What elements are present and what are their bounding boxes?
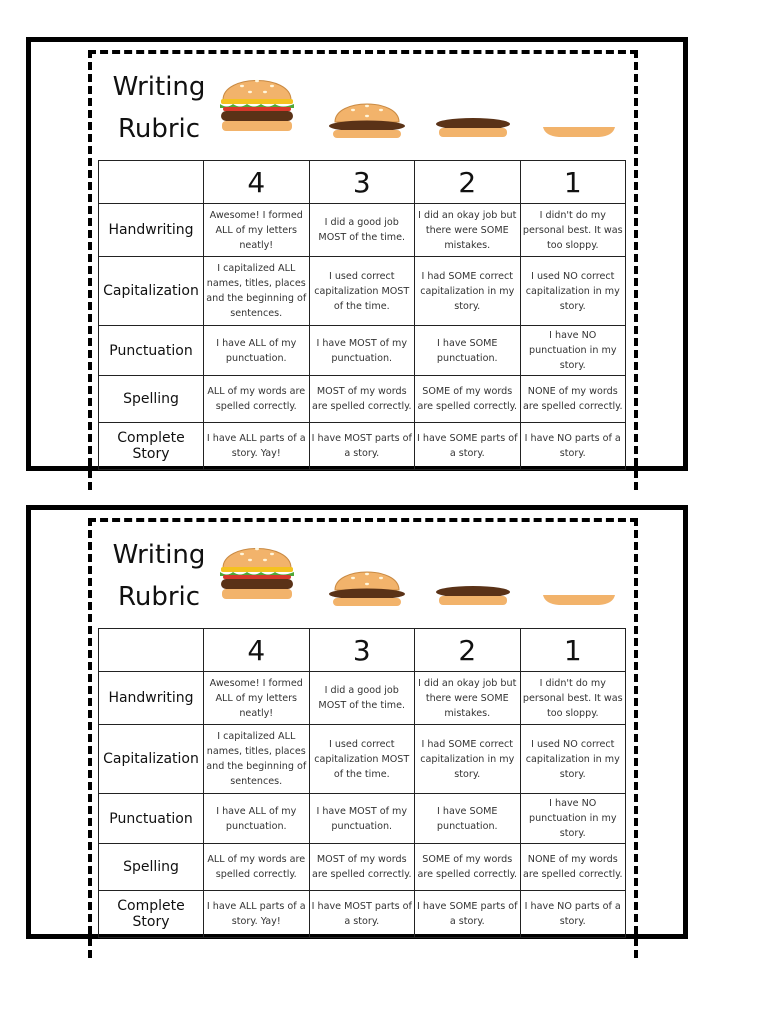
header-blank-cell [99, 629, 204, 672]
score-3-header: 3 [309, 161, 415, 204]
rubric-card-2 [26, 505, 688, 939]
rubric-cell: I used correct capitalization MOST of the time. [309, 725, 415, 794]
rubric-cell: SOME of my words are spelled correctly. [415, 844, 521, 891]
table-row [99, 204, 626, 257]
burger-patty-icon [433, 116, 513, 140]
rubric-cell: I used NO correct capitalization in my story. [520, 725, 626, 794]
criterion-label: Spelling [99, 844, 204, 891]
rubric-cell: I have NO parts of a story. [520, 423, 626, 470]
rubric-cell: MOST of my words are spelled correctly. [309, 376, 415, 423]
rubric-title [109, 66, 209, 150]
rubric-cell: I didn't do my personal best. It was too sloppy. [520, 204, 626, 257]
rubric-cell: I capitalized ALL names, titles, places and the beginning of sentences. [204, 725, 310, 794]
rubric-cell: Awesome! I formed ALL of my letters neatly! [204, 672, 310, 725]
rubric-table [98, 628, 626, 938]
rubric-table [98, 160, 626, 470]
rubric-cell: I used NO correct capitalization in my story. [520, 257, 626, 326]
rubric-cell: I used correct capitalization MOST of the time. [309, 257, 415, 326]
rubric-cell: I have ALL parts of a story. Yay! [204, 891, 310, 938]
rubric-cell: I had SOME correct capitalization in my story. [415, 725, 521, 794]
burger-bun-patty-icon [327, 96, 407, 140]
table-row [99, 844, 626, 891]
rubric-cell: I had SOME correct capitalization in my story. [415, 257, 521, 326]
criterion-label: Handwriting [99, 204, 204, 257]
score-4-header: 4 [204, 629, 310, 672]
burger-bottom-bun-icon [539, 124, 619, 140]
rubric-cell: I have SOME parts of a story. [415, 423, 521, 470]
rubric-cell: I have MOST parts of a story. [309, 423, 415, 470]
table-row [99, 725, 626, 794]
rubric-cell: I did a good job MOST of the time. [309, 672, 415, 725]
rubric-cell: I capitalized ALL names, titles, places and the beginning of sentences. [204, 257, 310, 326]
criterion-label: Complete Story [99, 423, 204, 470]
header-blank-cell [99, 161, 204, 204]
rubric-cell: ALL of my words are spelled correctly. [204, 844, 310, 891]
burger-bottom-bun-icon [539, 592, 619, 608]
criterion-label: Spelling [99, 376, 204, 423]
table-row [99, 891, 626, 938]
rubric-cell: I did an okay job but there were SOME mistakes. [415, 672, 521, 725]
rubric-cell: I have SOME punctuation. [415, 794, 521, 844]
rubric-cell: I have MOST of my punctuation. [309, 794, 415, 844]
criterion-label: Complete Story [99, 891, 204, 938]
rubric-cell: I have ALL of my punctuation. [204, 794, 310, 844]
rubric-cell: I didn't do my personal best. It was too sloppy. [520, 672, 626, 725]
table-row [99, 672, 626, 725]
score-3-header: 3 [309, 629, 415, 672]
score-1-header: 1 [520, 161, 626, 204]
rubric-cell: I did a good job MOST of the time. [309, 204, 415, 257]
rubric-cell: I have SOME parts of a story. [415, 891, 521, 938]
rubric-cell: I have NO parts of a story. [520, 891, 626, 938]
title-line-1: Writing [112, 540, 206, 570]
rubric-title [109, 534, 209, 618]
score-header-row [99, 629, 626, 672]
burger-full-icon [217, 536, 297, 608]
criterion-label: Punctuation [99, 794, 204, 844]
rubric-cell: I did an okay job but there were SOME mistakes. [415, 204, 521, 257]
rubric-cell: NONE of my words are spelled correctly. [520, 376, 626, 423]
rubric-cell: I have MOST parts of a story. [309, 891, 415, 938]
criterion-label: Handwriting [99, 672, 204, 725]
burger-bun-patty-icon [327, 564, 407, 608]
score-4-header: 4 [204, 161, 310, 204]
rubric-cell: I have NO punctuation in my story. [520, 326, 626, 376]
criterion-label: Punctuation [99, 326, 204, 376]
table-row [99, 423, 626, 470]
rubric-cell: I have SOME punctuation. [415, 326, 521, 376]
rubric-cell: MOST of my words are spelled correctly. [309, 844, 415, 891]
table-row [99, 257, 626, 326]
criterion-label: Capitalization [99, 725, 204, 794]
title-line-2: Rubric [117, 582, 201, 612]
table-row [99, 376, 626, 423]
burger-full-icon [217, 68, 297, 140]
score-1-header: 1 [520, 629, 626, 672]
rubric-card-1 [26, 37, 688, 471]
score-2-header: 2 [415, 161, 521, 204]
score-header-row [99, 161, 626, 204]
rubric-cell: I have NO punctuation in my story. [520, 794, 626, 844]
title-line-2: Rubric [117, 114, 201, 144]
rubric-cell: I have ALL of my punctuation. [204, 326, 310, 376]
burger-patty-icon [433, 584, 513, 608]
rubric-cell: NONE of my words are spelled correctly. [520, 844, 626, 891]
score-2-header: 2 [415, 629, 521, 672]
table-row [99, 794, 626, 844]
rubric-cell: I have ALL parts of a story. Yay! [204, 423, 310, 470]
criterion-label: Capitalization [99, 257, 204, 326]
table-row [99, 326, 626, 376]
rubric-cell: I have MOST of my punctuation. [309, 326, 415, 376]
title-line-1: Writing [112, 72, 206, 102]
rubric-cell: ALL of my words are spelled correctly. [204, 376, 310, 423]
rubric-cell: Awesome! I formed ALL of my letters neatly! [204, 204, 310, 257]
rubric-cell: SOME of my words are spelled correctly. [415, 376, 521, 423]
